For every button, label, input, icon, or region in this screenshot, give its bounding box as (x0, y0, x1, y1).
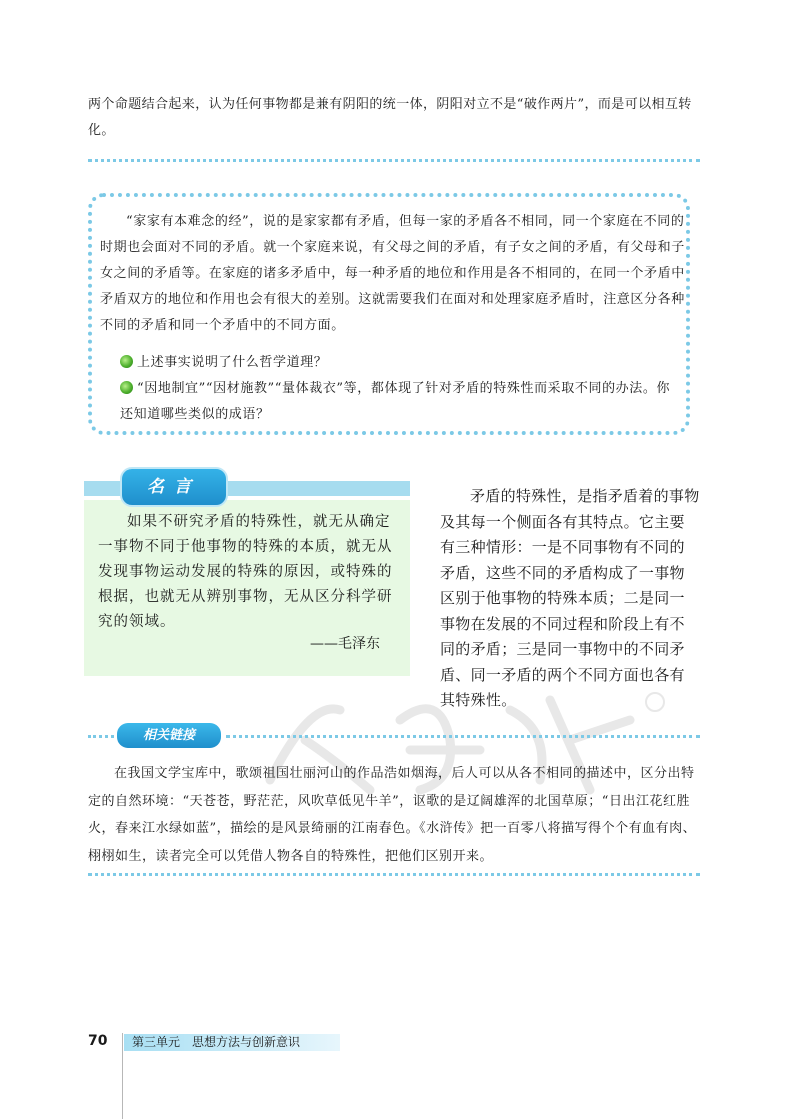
question-text: “因地制宜”“因材施教”“量体裁衣”等，都体现了针对矛盾的特殊性而采取不同的办法。你还知道哪些类似的成语？ (120, 381, 671, 422)
quote-text: 如果不研究矛盾的特殊性，就无从确定一事物不同于他事物的特殊的本质，就无从发现事物运动发展的特殊的原因，或特殊的根据，也就无从辨别事物，无从区分科学研究的领域。 (98, 514, 393, 630)
question-item (120, 376, 680, 428)
quote-label: 名言 (120, 467, 228, 507)
related-link-label: 相关链接 (117, 723, 221, 748)
green-bullet-icon (120, 355, 133, 368)
discussion-paragraph: “家家有本难念的经”，说的是家家都有矛盾，但每一家的矛盾各不相同，同一个家庭在不同的时期也会面对不同的矛盾。就一个家庭来说，有父母之间的矛盾，有子女之间的矛盾，有父母和子女之间的矛盾等。在家庭的诸多矛盾中，每一种矛盾的地位和作用是各不相同的，在同一个矛盾中矛盾双方的地位和作用也会有很大的差别。这就需要我们在面对和处理家庭矛盾时，注意区分各种不同的矛盾和同一个矛盾中的不同方面。 (100, 214, 685, 333)
intro-paragraph: 两个命题结合起来，认为任何事物都是兼有阴阳的统一体，阴阳对立不是“破作两片”，而是可以相互转化。 (88, 97, 692, 138)
top-divider (88, 159, 700, 162)
bottom-divider (88, 873, 700, 876)
related-link-paragraph: 在我国文学宝库中，歌颂祖国壮丽河山的作品浩如烟海，后人可以从各不相同的描述中，区分出特定的自然环境：“天苍苍，野茫茫，风吹草低见牛羊”，讴歌的是辽阔雄浑的北国草原；“日出江花红胜火，春来江水绿如蓝”，描绘的是风景绮丽的江南春色。《水浒传》把一百零八将描写得个个有血有肉、栩栩如生，读者完全可以凭借人物各自的特殊性，把他们区别开来。 (88, 766, 697, 864)
quote-author: ——毛泽东 (310, 636, 380, 652)
unit-title: 第三单元 思想方法与创新意识 (124, 1034, 340, 1051)
related-divider-left (88, 735, 114, 738)
related-divider-right (226, 735, 700, 738)
page-number: 70 (88, 1033, 108, 1049)
question-item (120, 350, 680, 376)
green-bullet-icon (120, 381, 133, 394)
main-paragraph: 矛盾的特殊性，是指矛盾着的事物及其每一个侧面各有其特点。它主要有三种情形：一是不同事物有不同的矛盾，这些不同的矛盾构成了一事物区别于他事物的特殊本质；二是同一事物在发展的不同过程和阶段上有不同的矛盾；三是同一事物中的不同矛盾、同一矛盾的两个不同方面也各有其特殊性。 (440, 487, 700, 709)
question-text: 上述事实说明了什么哲学道理？ (137, 355, 328, 370)
footer-vertical-rule (122, 1033, 123, 1119)
